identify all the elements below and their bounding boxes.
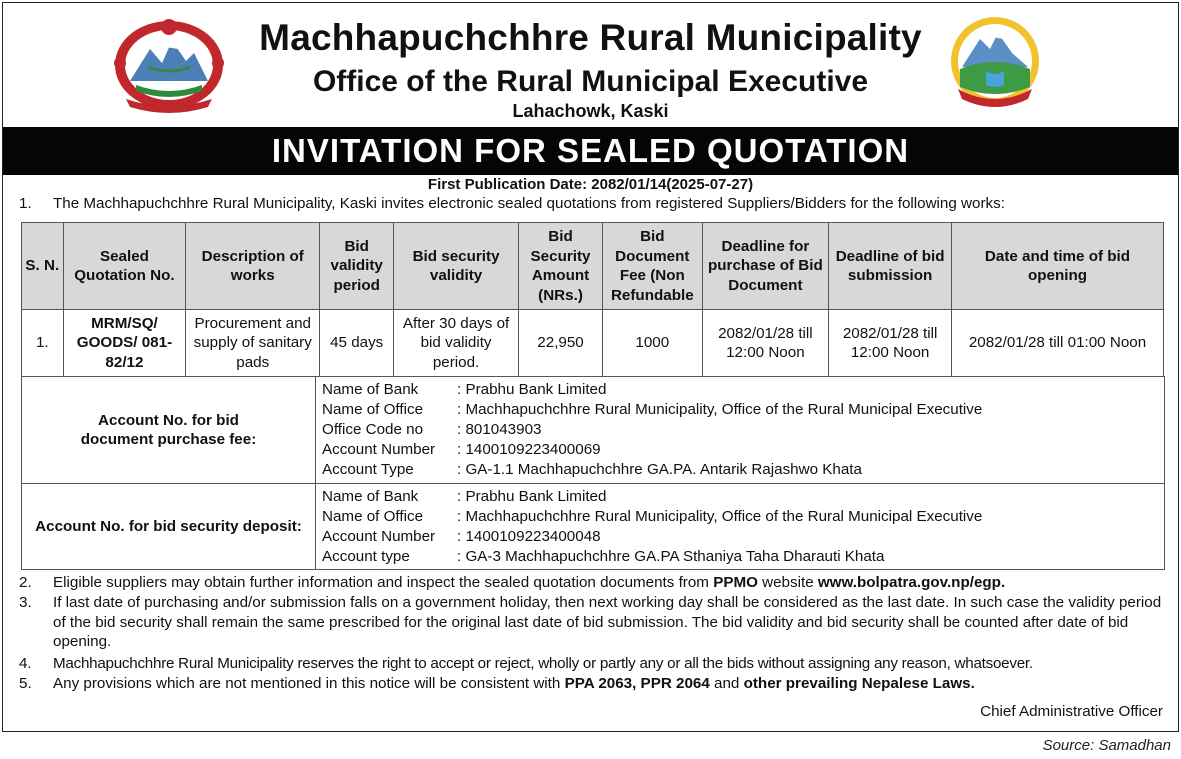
- cell-deadline-purchase: 2082/01/28 till 12:00 Noon: [702, 310, 829, 377]
- detail-key: Office Code no: [322, 421, 424, 438]
- note-text: Eligible suppliers may obtain further information and inspect the sealed quotation documents from: [53, 574, 714, 591]
- detail-value: : GA-3 Machhapuchchhre GA.PA Sthaniya Taha Dharauti Khata: [457, 547, 885, 565]
- header-validity: Bid validity period: [320, 223, 394, 310]
- header-deadline-purchase: Deadline for purchase of Bid Document: [702, 223, 829, 310]
- office-location: Lahachowk, Kaski: [512, 101, 669, 121]
- note-text: Any provisions which are not mentioned in this notice will be consistent with: [53, 675, 565, 692]
- note-3: [19, 593, 1164, 652]
- detail-value: : Prabhu Bank Limited: [457, 487, 607, 505]
- signature: Chief Administrative Officer: [980, 703, 1163, 720]
- detail-value: : 1400109223400069: [457, 441, 601, 458]
- office-subtitle: Office of the Rural Municipal Executive: [312, 65, 869, 98]
- source-credit: Source: Samadhan: [1042, 737, 1171, 754]
- cell-document-fee: 1000: [603, 310, 702, 377]
- cell-security-amount: 22,950: [518, 310, 602, 377]
- account-detail-row: [316, 547, 1164, 567]
- para-text: [53, 674, 1164, 694]
- notice-header: [3, 3, 1178, 127]
- cell-description: Procurement and supply of sanitary pads: [186, 310, 320, 377]
- publication-date: First Publication Date: 2082/01/14(2025-07-27): [427, 176, 754, 193]
- account-detail-row: [316, 380, 1164, 400]
- para-text: If last date of purchasing and/or submission falls on a government holiday, then next working day shall be considered as the last date. In such case the validity period of the bid security shall remain the same prescribed for the original last date of bid submission. The bid validity and bid security shall be counted after date of bid opening.: [53, 594, 1162, 650]
- para-text: [53, 573, 1164, 593]
- note-bold-text: PPA 2063, PPR 2064: [564, 675, 710, 692]
- account-table: [21, 376, 1165, 570]
- detail-value: : Machhapuchchhre Rural Municipality, Office of the Rural Municipal Executive: [457, 507, 983, 525]
- detail-key: Name of Office: [322, 401, 424, 418]
- note-5: [19, 674, 1164, 694]
- municipality-logo-icon: [946, 15, 1044, 111]
- para-text: Machhapuchchhre Rural Municipality reserves the right to accept or reject, wholly or partly any or all the bids without assigning any reason, whatsoever.: [53, 655, 1033, 672]
- cell-quotation-no: MRM/SQ/ GOODS/ 081-82/12: [63, 310, 186, 377]
- detail-key: Account type: [322, 547, 410, 565]
- header-security-validity: Bid security validity: [394, 223, 519, 310]
- detail-key: Name of Office: [322, 507, 424, 525]
- para-number: 2.: [19, 574, 32, 591]
- account-detail-row: [316, 420, 1164, 440]
- header-security-amount: Bid Security Amount (NRs.): [518, 223, 602, 310]
- note-text: website: [757, 574, 818, 591]
- notice-frame: [2, 2, 1179, 732]
- account-detail-row: [316, 507, 1164, 527]
- cell-sn: 1.: [22, 310, 64, 377]
- detail-value: : 1400109223400048: [457, 527, 601, 545]
- cell-security-validity: After 30 days of bid validity period.: [394, 310, 519, 377]
- intro-paragraph: [19, 194, 1164, 214]
- purchase-fee-account-row: [22, 377, 1165, 484]
- account-detail-row: [316, 527, 1164, 547]
- para-number: 1.: [19, 195, 32, 212]
- para-number: 3.: [19, 594, 32, 611]
- detail-value: : Prabhu Bank Limited: [457, 381, 607, 398]
- account-detail-row: [316, 487, 1164, 507]
- note-bold-text: other prevailing Nepalese Laws.: [743, 675, 975, 692]
- header-quotation-no: Sealed Quotation No.: [63, 223, 186, 310]
- header-deadline-submission: Deadline of bid submission: [829, 223, 952, 310]
- purchase-fee-details: [316, 377, 1165, 484]
- header-opening: Date and time of bid opening: [951, 223, 1163, 310]
- header-document-fee: Bid Document Fee (Non Refundable: [603, 223, 702, 310]
- para-number: 5.: [19, 675, 32, 692]
- detail-key: Name of Bank: [322, 487, 419, 505]
- security-deposit-account-row: [22, 484, 1165, 570]
- table-header-row: [22, 223, 1164, 310]
- bid-table: [21, 222, 1164, 377]
- account-detail-row: [316, 460, 1164, 480]
- cell-deadline-submission: 2082/01/28 till 12:00 Noon: [829, 310, 952, 377]
- note-text: and: [709, 675, 744, 692]
- para-number: 4.: [19, 655, 32, 672]
- table-row: [22, 310, 1164, 377]
- detail-value: : Machhapuchchhre Rural Municipality, Office of the Rural Municipal Executive: [457, 401, 983, 418]
- detail-value: : 801043903: [457, 421, 542, 438]
- security-deposit-details: [316, 484, 1165, 570]
- detail-key: Account Type: [322, 461, 414, 478]
- para-text: The Machhapuchchhre Rural Municipality, Kaski invites electronic sealed quotations from registered Suppliers/Bidders for the following works:: [53, 195, 1005, 212]
- notice-banner: INVITATION FOR SEALED QUOTATION: [3, 127, 1178, 175]
- cell-validity: 45 days: [320, 310, 394, 377]
- security-deposit-label: Account No. for bid security deposit:: [22, 484, 316, 570]
- detail-value: : GA-1.1 Machhapuchchhre GA.PA. Antarik Rajashwo Khata: [457, 461, 862, 478]
- header-description: Description of works: [186, 223, 320, 310]
- account-detail-row: [316, 400, 1164, 420]
- municipality-title: Machhapuchchhre Rural Municipality: [259, 17, 922, 58]
- detail-key: Name of Bank: [322, 381, 419, 398]
- purchase-fee-label: Account No. for bid document purchase fee:: [22, 377, 316, 484]
- note-4: [19, 654, 1164, 674]
- account-detail-row: [316, 440, 1164, 460]
- note-2: [19, 573, 1164, 593]
- detail-key: Account Number: [322, 527, 436, 545]
- note-website-link[interactable]: www.bolpatra.gov.np/egp.: [817, 574, 1006, 591]
- header-sn: S. N.: [22, 223, 64, 310]
- note-bold-text: PPMO: [713, 574, 758, 591]
- cell-opening: 2082/01/28 till 01:00 Noon: [951, 310, 1163, 377]
- detail-key: Account Number: [322, 441, 436, 458]
